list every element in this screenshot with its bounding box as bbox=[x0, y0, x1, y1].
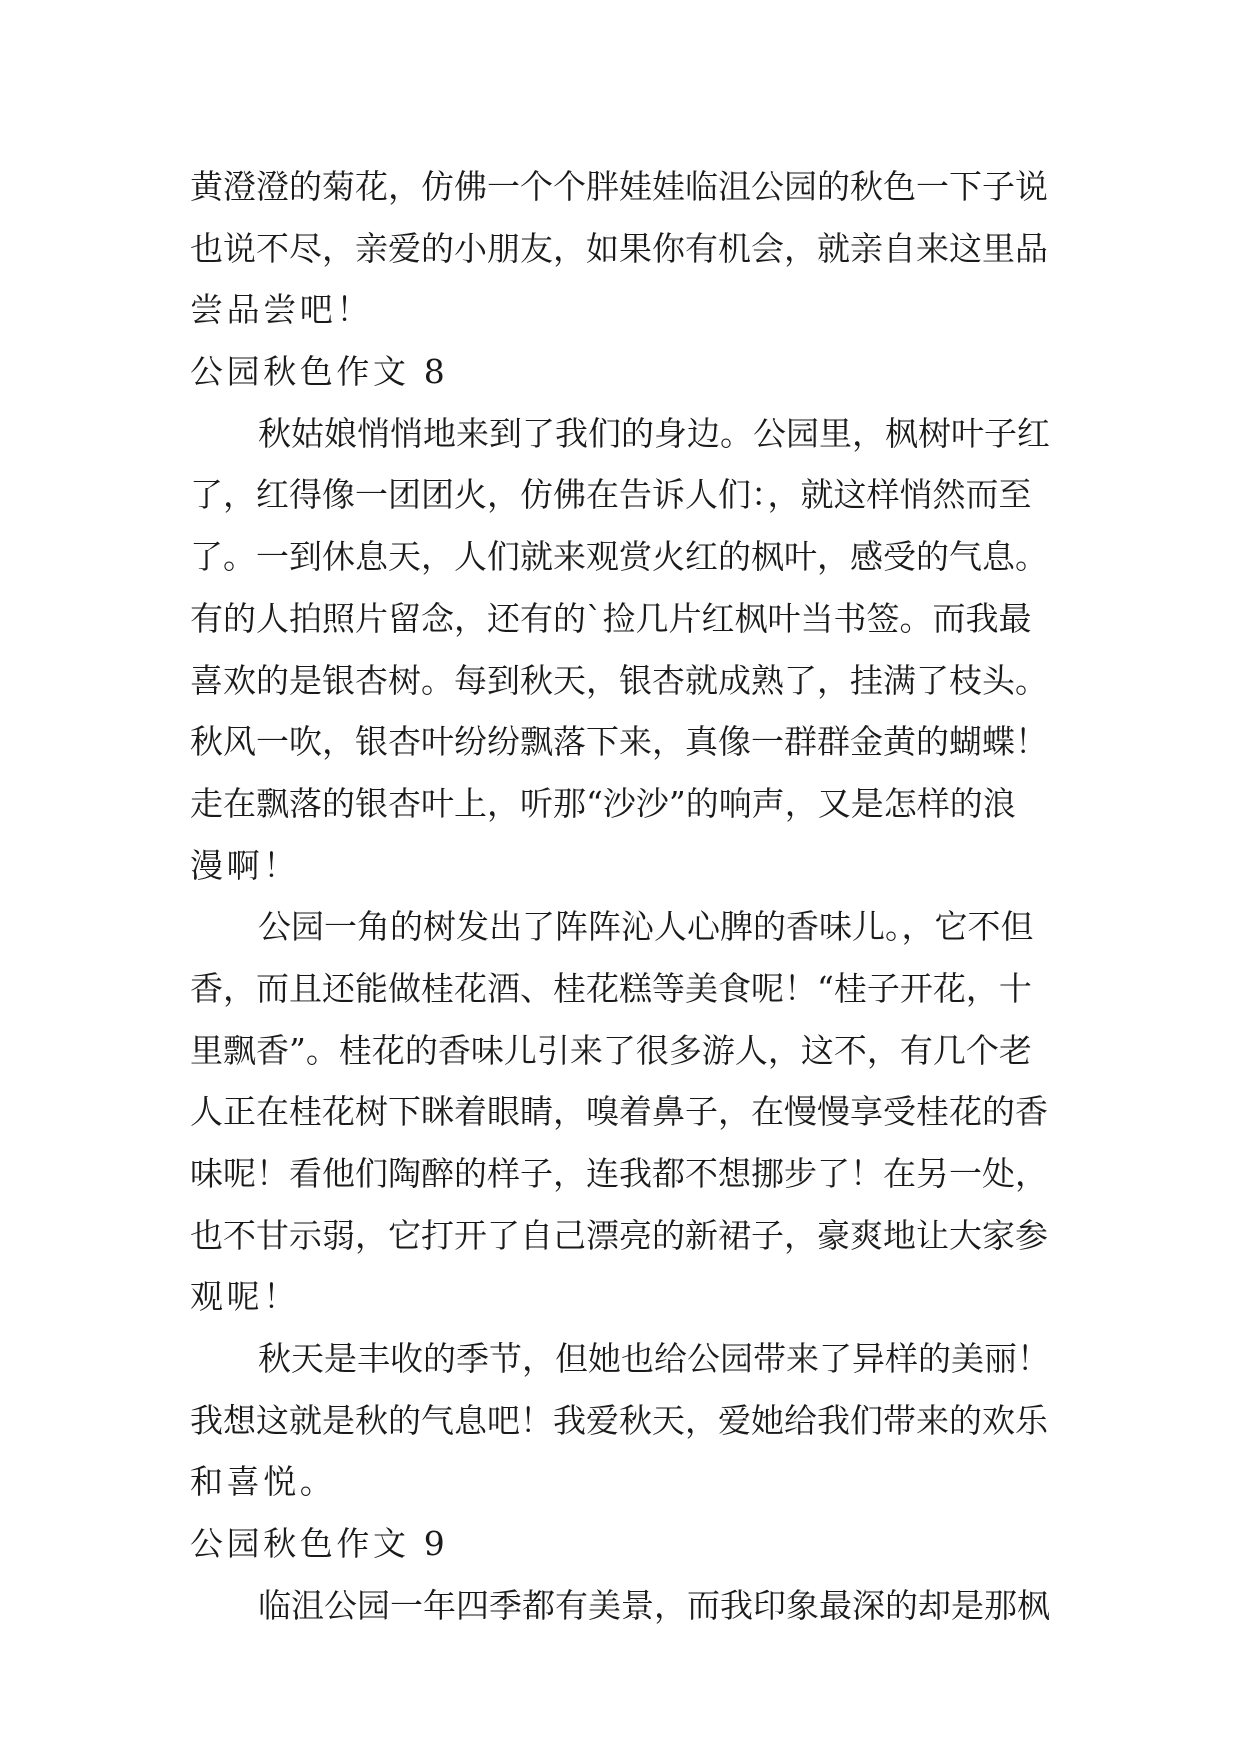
text-line: 香，而且还能做桂花酒、桂花糕等美食呢！“桂子开花，十 bbox=[190, 968, 1032, 1008]
text-line: 秋姑娘悄悄地来到了我们的身边。公园里，枫树叶子红 bbox=[258, 413, 1050, 453]
text-line: 我想这就是秋的气息吧！我爱秋天，爱她给我们带来的欢乐 bbox=[190, 1400, 1048, 1440]
essay-text bbox=[190, 156, 1070, 1637]
section-heading: 公园秋色作文 8 bbox=[190, 352, 449, 392]
text-line: 秋风一吹，银杏叶纷纷飘落下来，真像一群群金黄的蝴蝶！ bbox=[190, 722, 1048, 762]
text-line: 公园一角的树发出了阵阵沁人心脾的香味儿。，它不但 bbox=[258, 907, 1034, 947]
text-line: 漫啊！ bbox=[190, 845, 300, 885]
text-line: 观呢！ bbox=[190, 1277, 300, 1317]
text-line: 味呢！看他们陶醉的样子，连我都不想挪步了！在另一处， bbox=[190, 1154, 1048, 1193]
text-line: 里飘香”。桂花的香味儿引来了很多游人，这不，有几个老 bbox=[190, 1030, 1032, 1070]
section-heading: 公园秋色作文 9 bbox=[190, 1524, 449, 1564]
text-line: 黄澄澄的菊花，仿佛一个个胖娃娃临沮公园的秋色一下子说 bbox=[190, 167, 1048, 206]
text-line: 走在飘落的银杏叶上，听那“沙沙”的响声，又是怎样的浪 bbox=[190, 783, 1016, 823]
text-line: 有的人拍照片留念，还有的`捡几片红枫叶当书签。而我最 bbox=[190, 598, 1032, 638]
text-line: 人正在桂花树下眯着眼睛，嗅着鼻子，在慢慢享受桂花的香 bbox=[190, 1092, 1048, 1132]
text-line: 也说不尽，亲爱的小朋友，如果你有机会，就亲自来这里品 bbox=[190, 228, 1048, 268]
text-line: 喜欢的是银杏树。每到秋天，银杏就成熟了，挂满了枝头。 bbox=[190, 660, 1048, 700]
text-line: 临沮公园一年四季都有美景，而我印象最深的却是那枫 bbox=[258, 1585, 1050, 1625]
text-line: 尝品尝吧！ bbox=[190, 290, 373, 330]
text-line: 秋天是丰收的季节，但她也给公园带来了异样的美丽！ bbox=[258, 1339, 1050, 1379]
text-line: 了，红得像一团团火，仿佛在告诉人们：，就这样悄然而至 bbox=[190, 475, 1032, 515]
text-line: 了。一到休息天，人们就来观赏火红的枫叶，感受的气息。 bbox=[190, 537, 1048, 577]
text-line: 和喜悦。 bbox=[190, 1462, 337, 1502]
text-line: 也不甘示弱，它打开了自己漂亮的新裙子，豪爽地让大家参 bbox=[190, 1215, 1048, 1255]
